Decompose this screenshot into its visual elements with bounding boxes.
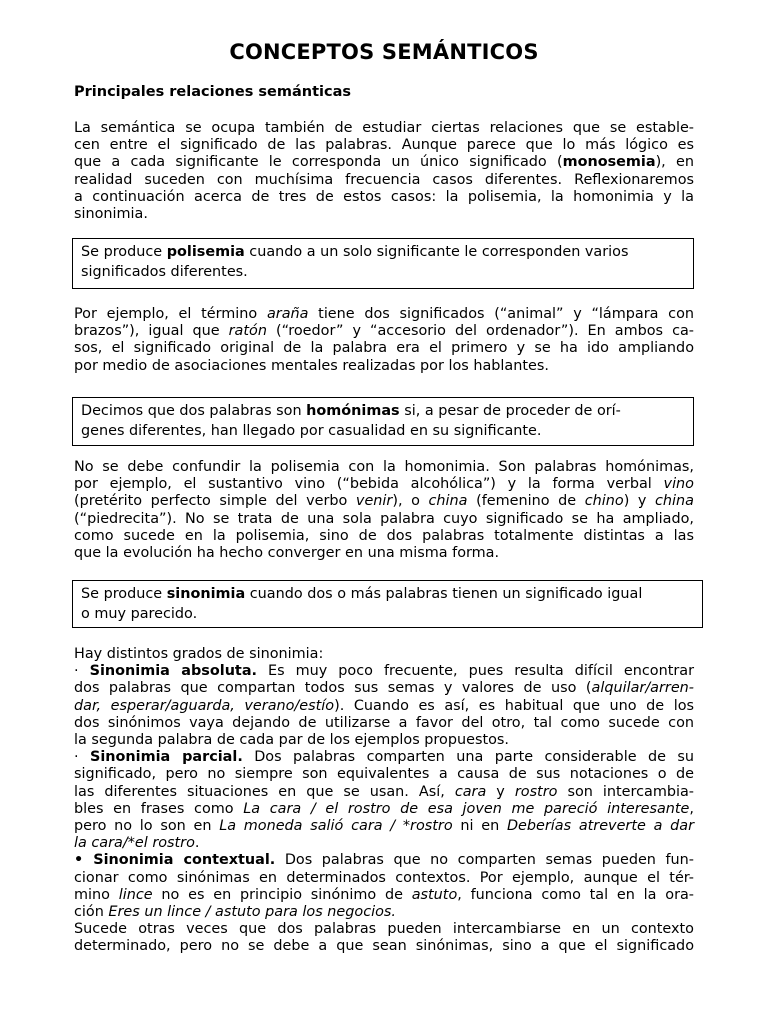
text-line: Decimos que dos palabras son homónimas si, a pesar de proceder de orí- xyxy=(81,403,621,419)
text-line: mino lince no es en principio sinónimo de astuto, funciona como tal en la ora- xyxy=(74,886,694,903)
definition-box-sinonimia xyxy=(72,580,703,628)
definition-box-polisemia xyxy=(72,238,694,289)
text-line: por ejemplo, el sustantivo vino (“bebida alcohólica”) y la forma verbal vino xyxy=(74,476,694,493)
text-line: o muy parecido. xyxy=(81,606,198,622)
text-line: dar, esperar/aguarda, verano/estío). Cuando es así, es habitual que uno de los xyxy=(74,697,695,714)
sinonimia-paragraph xyxy=(74,646,694,956)
text-line: que la evolución ha hecho converger en una misma forma. xyxy=(74,545,500,562)
text-line: Se produce sinonimia cuando dos o más palabras tienen un significado igual xyxy=(81,586,643,602)
homonimia-paragraph xyxy=(74,459,694,562)
text-line: No se debe confundir la polisemia con la homonimia. Son palabras homónimas, xyxy=(74,459,694,475)
text-line: dos palabras que compartan todos sus semas y valores de uso (alquilar/arren- xyxy=(74,680,694,697)
text-line: significado, pero no siempre son equivalentes a causa de sus notaciones o de xyxy=(74,766,694,783)
text-line: ción Eres un lince / astuto para los negocios. xyxy=(74,904,396,921)
text-line: que a cada significante le corresponda un único significado (monosemia), en xyxy=(74,154,694,171)
section-heading: Principales relaciones semánticas xyxy=(74,84,351,100)
list-item: • Sinonimia contextual. Dos palabras que no comparten semas pueden fun- xyxy=(74,852,694,869)
text-line: Hay distintos grados de sinonimia: xyxy=(74,646,324,662)
text-line: determinado, pero no se debe a que sean sinónimas, sino a que el significado xyxy=(74,938,694,955)
text-line: sos, el significado original de la palabra era el primero y se ha ido ampliando xyxy=(74,340,694,357)
text-line: por medio de asociaciones mentales realizadas por los hablantes. xyxy=(74,357,549,374)
list-item: · Sinonimia parcial. Dos palabras comparten una parte considerable de su xyxy=(74,749,694,766)
definition-box-homonimia xyxy=(72,397,694,446)
text-line: las diferentes situaciones en que se usan. Así, cara y rostro son intercambia- xyxy=(74,783,694,800)
text-line: a continuación acerca de tres de estos casos: la polisemia, la homonimia y la xyxy=(74,188,694,205)
text-line: pero no lo son en La moneda salió cara / *rostro ni en Deberías atreverte a dar xyxy=(74,818,694,835)
text-line: bles en frases como La cara / el rostro de esa joven me pareció interesante, xyxy=(74,800,694,817)
text-line: Se produce polisemia cuando a un solo significante le corresponden varios xyxy=(81,244,629,260)
page-title: CONCEPTOS SEMÁNTICOS xyxy=(229,40,539,64)
text-line: brazos”), igual que ratón (“roedor” y “accesorio del ordenador”). En ambos ca- xyxy=(74,323,695,340)
text-line: (“piedrecita”). No se trata de una sola palabra cuyo significado se ha ampliado, xyxy=(74,510,694,527)
text-line: cen entre el significado de las palabras. Aunque parece que lo más lógico es xyxy=(74,137,694,154)
text-line: La semántica se ocupa también de estudiar ciertas relaciones que se estable- xyxy=(74,120,694,136)
intro-paragraph xyxy=(74,120,694,223)
text-line: (pretérito perfecto simple del verbo venir), o china (femenino de chino) y china xyxy=(74,493,694,510)
text-line: realidad suceden con muchísima frecuencia casos diferentes. Reflexionaremos xyxy=(74,171,694,188)
list-item: · Sinonimia absoluta. Es muy poco frecuente, pues resulta difícil encontrar xyxy=(74,663,694,680)
text-line: sinonimia. xyxy=(74,206,148,223)
text-line: la cara/*el rostro. xyxy=(74,835,200,852)
text-line: dos sinónimos vaya dejando de utilizarse a favor del otro, tal como sucede con xyxy=(74,714,694,731)
text-line: como sucede en la polisemia, sino de dos palabras totalmente distintas a las xyxy=(74,527,694,544)
text-line: genes diferentes, han llegado por casualidad en su significante. xyxy=(81,423,542,439)
text-line: Sucede otras veces que dos palabras pueden intercambiarse en un contexto xyxy=(74,921,694,938)
text-line: significados diferentes. xyxy=(81,264,248,280)
text-line: la segunda palabra de cada par de los ejemplos propuestos. xyxy=(74,732,509,749)
polisemia-paragraph xyxy=(74,306,694,375)
text-line: cionar como sinónimas en determinados contextos. Por ejemplo, aunque el tér- xyxy=(74,869,694,886)
text-line: Por ejemplo, el término araña tiene dos significados (“animal” y “lámpara con xyxy=(74,306,694,322)
